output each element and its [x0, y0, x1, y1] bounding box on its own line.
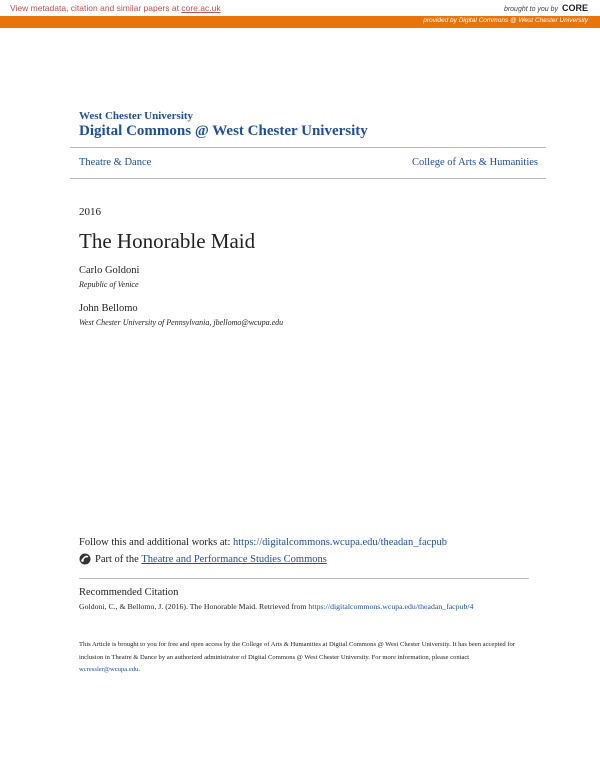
core-link[interactable]: core.ac.uk: [181, 3, 221, 13]
publication-year: 2016: [79, 206, 101, 218]
core-metadata-text: View metadata, citation and similar papers at core.ac.uk: [10, 3, 221, 13]
network-icon: [79, 553, 91, 565]
institution-name[interactable]: West Chester University: [79, 110, 194, 122]
dept-divider: [70, 178, 546, 179]
citation-link[interactable]: https://digitalcommons.wcupa.edu/theadan_facpub/4: [308, 602, 474, 611]
commons-link[interactable]: Theatre and Performance Studies Commons: [141, 553, 327, 565]
author-name: John Bellomo: [79, 303, 138, 314]
paper-title: The Honorable Maid: [79, 229, 256, 253]
citation-heading: Recommended Citation: [79, 587, 179, 598]
access-notice: This Article is brought to you for free and open access by the College of Arts & Humanities at Digital Commons @ West Chester University. It has been accepted for inclusion in Theatre & Dance by an authorized administrator of Digital Commons @ West Chester University. For more information, please contact wcressler@wcupa.edu.: [79, 641, 516, 673]
provided-by-text: provided by Digital Commons @ West Chester University: [423, 17, 588, 24]
college-link[interactable]: College of Arts & Humanities: [412, 157, 538, 168]
follow-line: Follow this and additional works at: https://digitalcommons.wcupa.edu/theadan_facpub: [79, 537, 448, 548]
repository-name[interactable]: Digital Commons @ West Chester University: [79, 123, 368, 139]
author-affiliation: West Chester University of Pennsylvania, jbellomo@wcupa.edu: [79, 318, 284, 327]
department-link[interactable]: Theatre & Dance: [79, 157, 152, 168]
author-name: Carlo Goldoni: [79, 265, 140, 276]
contact-email-link[interactable]: wcressler@wcupa.edu: [79, 666, 139, 673]
author-affiliation: Republic of Venice: [79, 280, 139, 289]
core-logo[interactable]: CORE: [561, 3, 588, 13]
top-divider: [70, 147, 546, 148]
core-brought-by: brought to you by CORE: [503, 3, 588, 13]
institution-header: [79, 110, 368, 140]
citation-divider: [79, 578, 529, 579]
citation-text: Goldoni, C., & Bellomo, J. (2016). The Honorable Maid. Retrieved from https://digitalcommons.wcupa.edu/theadan_facpub/4: [79, 602, 474, 611]
core-top-banner: [0, 0, 600, 16]
part-of-line: Part of the Theatre and Performance Studies Commons: [79, 553, 327, 565]
collection-link[interactable]: https://digitalcommons.wcupa.edu/theadan_facpub: [233, 537, 448, 548]
core-provided-bar: [0, 16, 600, 28]
